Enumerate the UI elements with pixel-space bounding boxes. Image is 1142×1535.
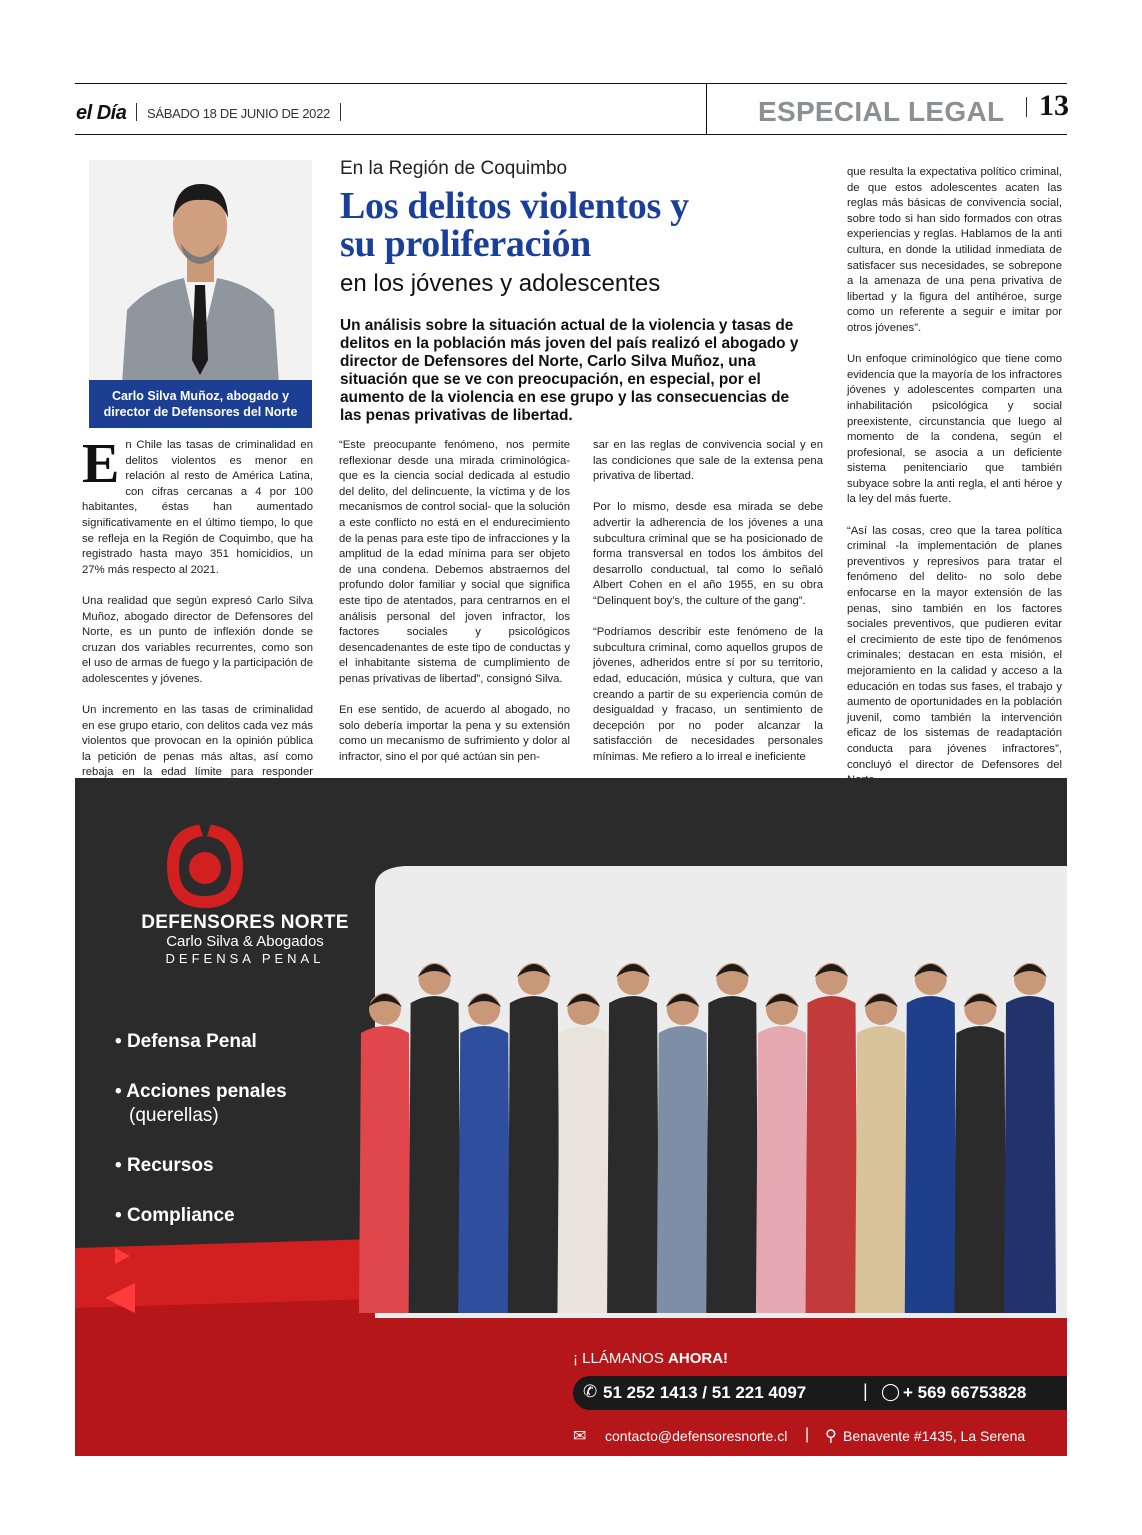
team-member-body (657, 1026, 709, 1313)
article-column-3 (593, 438, 823, 781)
subheadline: en los jóvenes y adolescentes (340, 270, 661, 297)
newspaper-brand: el Día (76, 102, 127, 124)
paragraph: Un enfoque criminológico que tiene como evidencia que la mayoría de los infractores jóvenes y adolescentes comparten una inhabilitación psicológica y social preexistente, circunstancia que luego al momento de la condena, según el profesional, se asocia a un deficiente sistema penitenciario que también subyace sobre la anti regla, el anti héroe y la ley del más fuerte. (847, 353, 1062, 506)
phone-icon: ✆ (583, 1382, 598, 1401)
page-number: 13 (1039, 89, 1069, 122)
team-member-body (359, 1026, 411, 1313)
article-column-4 (847, 165, 1062, 804)
paragraph: Un incremento en las tasas de criminalidad en ese grupo etario, con delitos cada vez más violentos que provocan en la opinión pública la petición de penas más altas, así como rebaja en la edad límite para responder (82, 704, 313, 779)
paragraph: que resulta la expectativa político criminal, de que estos adolescentes acaten las reglas más básicas de convivencia social, sobre todo si han sido formados con otras experiencias y reglas. Hablamos de la anti cultura, en donde la utilidad inmediata de satisfacer sus necesidades, se sobrepone a la amenaza de una pena privativa de libertad y la figura del antihéroe, surge como un referente a seguir e imitar por otros jóvenes”. (847, 166, 1062, 334)
caption-line: Carlo Silva Muñoz, abogado y (111, 389, 290, 403)
team-member-body (806, 996, 858, 1313)
firm-name: DEFENSORES NORTE (141, 912, 349, 933)
paragraph: sar en las reglas de convivencia social y en las condiciones que sale de la extensa pena privativa de libertad. (593, 439, 823, 483)
phone-bar (573, 1376, 1067, 1410)
paragraph-text: n Chile las tasas de criminalidad en delitos violentos es menor en relación al resto de América Latina, con cifras cercanas a 4 por 100 habitantes, éstas han aumentado significativamente en el último tiempo, lo que se refleja en la Región de Coquimbo, que ha registrado hasta mayo 351 homicidios, un 27% más respecto al 2021. (82, 439, 313, 576)
service-label: Acciones penales (126, 1081, 287, 1102)
team-member-body (855, 1026, 907, 1313)
team-member-body (607, 996, 659, 1313)
list-item: • Defensa Penal (115, 1031, 257, 1052)
firm-area: DEFENSA PENAL (165, 951, 325, 966)
service-note: (querellas) (129, 1105, 219, 1126)
drop-cap: E (82, 433, 120, 495)
caption-line: director de Defensores del Norte (103, 405, 298, 419)
paragraph: Por lo mismo, desde esa mirada se debe advertir la adherencia de los jóvenes a una subcultura criminal que se ha posicionado de forma transversal en todos los ámbitos del desarrollo conductual, tal como lo señaló Albert Cohen en el año 1955, en su obra “Delinquent boy’s, the culture of the gang”. (593, 501, 823, 607)
separator: | (805, 1426, 810, 1443)
headline (340, 187, 810, 263)
paragraph: “Este preocupante fenómeno, nos permite reflexionar desde una mirada criminológica- que es la ciencia social dedicada al estudio del delito, del delincuente, la víctima y de los mecanismos de control social- que la solución a este conflicto no está en el endurecimiento de la penas para este tipo de infracciones y la amplitud de la edad mínima para ser objeto de una condena. Debemos abstraernos del profundo dolor familiar y social que significa este tipo de atentados, para centrarnos en el análisis personal del joven infractor, los factores sociales y psicológicos desencadenantes de este tipo de conductas y el inhabitante sistema de cumplimiento de penas privativas de libertad”, consignó Silva. (339, 439, 570, 685)
call-emphasis: AHORA! (668, 1350, 729, 1367)
issue-date: SÁBADO 18 DE JUNIO DE 2022 (147, 106, 330, 121)
headline-line: su proliferación (340, 223, 591, 265)
article-column-1 (82, 433, 313, 812)
mail-icon: ✉ (573, 1428, 587, 1445)
list-item: • Compliance (115, 1205, 235, 1226)
team-member-body (756, 1026, 808, 1313)
team-member-body (557, 1026, 609, 1313)
pipe-separator (136, 103, 137, 121)
address: Benavente #1435, La Serena (843, 1428, 1026, 1444)
header-rule-top (75, 83, 1067, 84)
kicker: En la Región de Coquimbo (340, 158, 568, 179)
call-to-action (573, 1350, 728, 1367)
list-item: • Acciones penales (querellas) (115, 1081, 287, 1126)
team-member-body (508, 996, 560, 1313)
location-pin-icon: ⚲ (825, 1428, 837, 1445)
firm-subtitle: Carlo Silva & Abogados (166, 933, 324, 950)
team-photo (355, 893, 1060, 1313)
firm-name-block (125, 912, 365, 968)
team-member-body (706, 996, 758, 1313)
team-member-body (954, 1026, 1006, 1313)
service-label: Compliance (126, 1205, 235, 1226)
team-member-body (905, 996, 957, 1313)
contact-block (573, 1350, 1027, 1445)
photo-caption (89, 380, 312, 428)
paragraph (82, 433, 313, 578)
section-title: ESPECIAL LEGAL (758, 96, 1005, 127)
list-item: • Recursos (115, 1155, 214, 1176)
paragraph: “Podríamos describir este fenómeno de la subcultura criminal, como aquellos grupos de jóvenes, adheridos entre sí por su territorio, edad, educación, música y cultura, que van creando a partir de su experiencia común de desigualdad y fracaso, un sentimiento de decepción por no poder alcanzar la satisfacción de necesidades personales mínimas. Me refiero a lo irreal e ineficiente (593, 626, 823, 763)
team-member-body (1004, 996, 1056, 1313)
paragraph: Una realidad que según expresó Carlo Silva Muñoz, abogado director de Defensores del Norte, es un punto de inflexión donde se cruzan dos variables recurrentes, como son el uso de armas de fuego y la participación de adolescentes y jóvenes. (82, 594, 313, 685)
headline-line: Los delitos violentos y (340, 185, 689, 227)
team-member-body (409, 996, 461, 1313)
paragraph: En ese sentido, de acuerdo al abogado, no solo debería importar la pena y su extensión como un mecanismo de sufrimiento y dolor al infractor, sino el por qué actúan sin pen- (339, 704, 570, 763)
article-column-2 (339, 438, 570, 781)
whatsapp-icon: ◯ (881, 1382, 901, 1401)
firm-logo-icon (165, 822, 245, 910)
header-rule-bottom (75, 134, 1067, 135)
service-label: Recursos (126, 1155, 214, 1176)
separator: | (863, 1381, 868, 1401)
email-link[interactable]: contacto@defensoresnorte.cl (605, 1428, 788, 1444)
service-label: Defensa Penal (126, 1031, 257, 1052)
advertisement (75, 778, 1067, 1456)
whatsapp-number[interactable]: + 569 66753828 (903, 1383, 1027, 1402)
pipe-separator (1026, 97, 1027, 117)
team-member-body (458, 1026, 510, 1313)
header-divider (706, 84, 707, 134)
phone-numbers[interactable]: 51 252 1413 / 51 221 4097 (603, 1383, 807, 1402)
pipe-separator (340, 103, 341, 121)
paragraph: “Así las cosas, creo que la tarea política criminal -la implementación de planes preventivos y represivos para tratar el fenómeno del delito- no solo debe enfocarse en la mayor extensión de las penas, sino también en los factores sociales preventivos, que pudieren evitar el crecimiento de este tipo de fenómenos criminales; destacan en esta misión, el mejoramiento en la calidad y acceso a la educación en todas sus fases, el trabajo y aumento de oportunidades en la población juvenil, como también la intervención eficaz de los sistemas de readaptación conducta para jóvenes infractores”, concluyó el director de Defensores del (847, 524, 1062, 771)
services-list (115, 1030, 287, 1254)
call-text: ¡ LLÁMANOS (573, 1350, 669, 1367)
lead-paragraph: Un análisis sobre la situación actual de la violencia y tasas de delitos en la población más joven del país realizó el abogado y director de Defensores del Norte, Carlo Silva Muñoz, una situación que se ve con preocupación, en especial, por el aumento de la violencia en ese grupo y las consecuencias de las penas privativas de libertad. (340, 317, 799, 424)
